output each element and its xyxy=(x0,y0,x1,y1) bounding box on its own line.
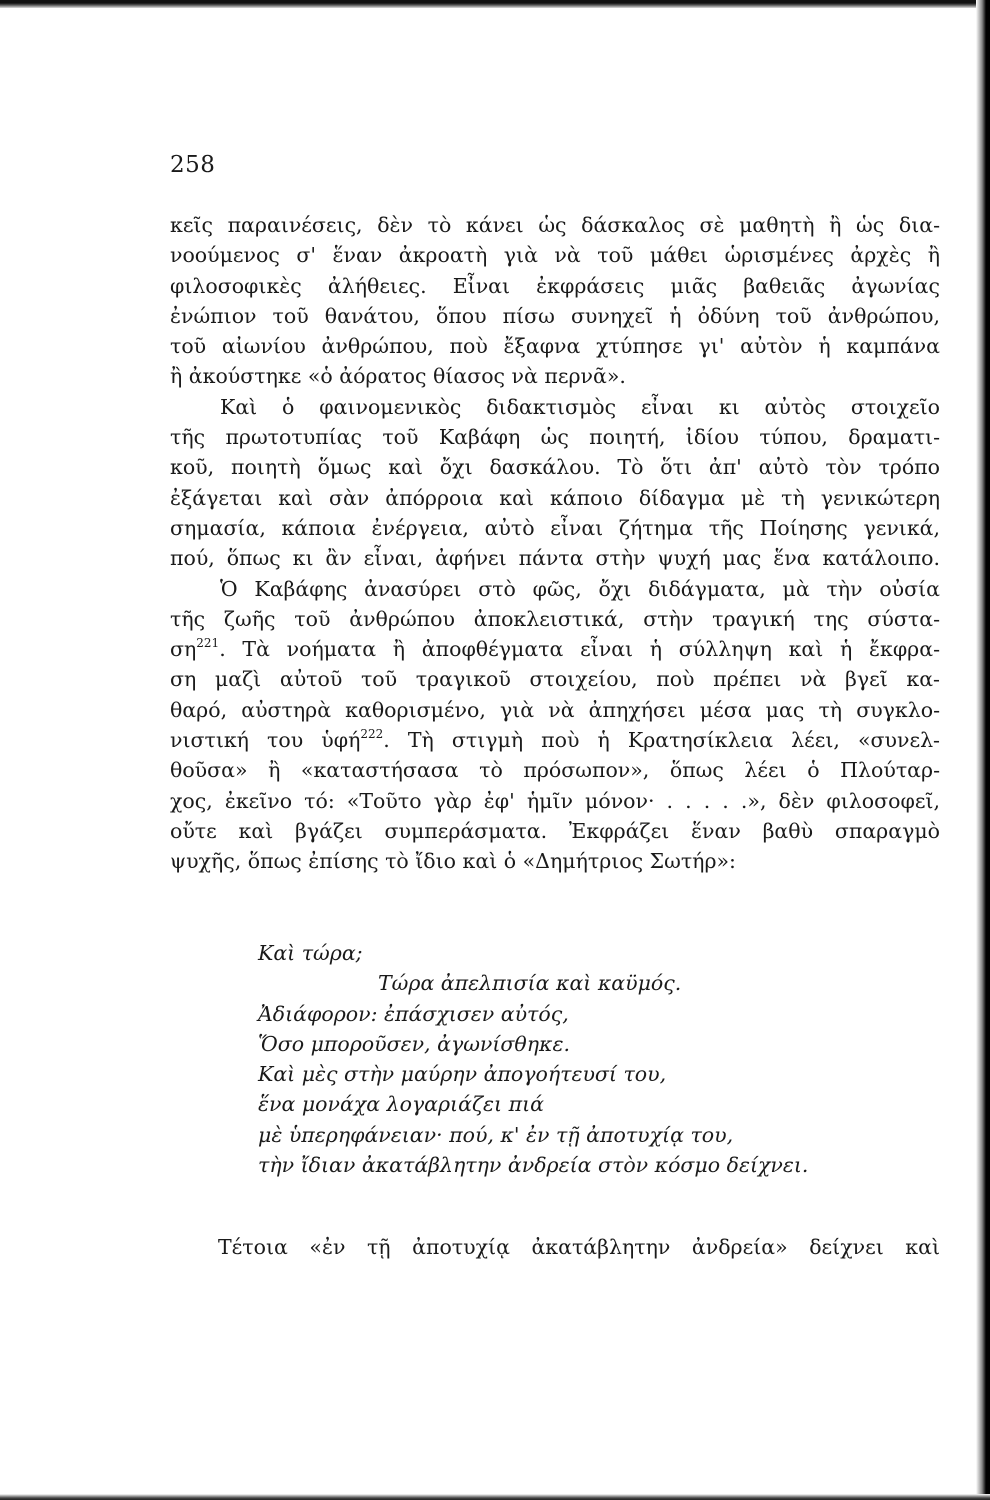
text-line: πού, ὅπως κι ἂν εἶναι, ἀφήνει πάντα στὴν ψυχή μας ἕνα κατάλοιπο. xyxy=(170,546,940,571)
text-line: Τέτοια «ἐν τῇ ἀποτυχίᾳ ἀκατάβλητην ἀνδρεία» δείχνει καὶ xyxy=(218,1235,940,1259)
text-line: χος, ἐκεῖνο τό: «Τοῦτο γὰρ ἐφ' ἡμῖν μόνον· . . . . .», δὲν φιλοσοφεῖ, xyxy=(170,788,940,813)
page-number: 258 xyxy=(170,152,216,178)
poem-line: Ἀδιάφορον: ἐπάσχισεν αὐτός, xyxy=(258,1001,569,1026)
poem-line: Ὅσο μποροῦσεν, ἀγωνίσθηκε. xyxy=(258,1031,570,1056)
text-line: κεῖς παραινέσεις, δὲν τὸ κάνει ὡς δάσκαλος σὲ μαθητὴ ἢ ὡς δια- xyxy=(170,213,940,237)
body-text xyxy=(170,210,940,877)
poem-line: Τώρα ἀπελπισία καὶ καϋμός. xyxy=(378,971,682,996)
text-line: κοῦ, ποιητὴ ὅμως καὶ ὄχι δασκάλου. Τὸ ὅτι ἀπ' αὐτὸ τὸν τρόπο xyxy=(170,455,940,480)
text-fragment: νιστική του ὑφή xyxy=(170,728,361,753)
text-line xyxy=(170,725,940,755)
scan-top-edge xyxy=(0,0,990,8)
text-line: Καὶ ὁ φαινομενικὸς διδακτισμὸς εἶναι κι αὐτὸς στοιχεῖο xyxy=(220,394,940,419)
text-fragment: ση xyxy=(170,637,197,662)
poem-line: Καὶ μὲς στὴν μαύρην ἀπογοήτευσί του, xyxy=(258,1062,667,1087)
poem-line: Καὶ τώρα; xyxy=(258,941,363,965)
text-line: νοούμενος σ' ἕναν ἀκροατὴ γιὰ νὰ τοῦ μάθει ὡρισμένες ἀρχὲς ἢ xyxy=(170,243,940,268)
poem-quote xyxy=(258,938,938,1180)
scan-bottom-edge xyxy=(0,1494,990,1500)
text-line: Ὁ Καβάφης ἀνασύρει στὸ φῶς, ὄχι διδάγματα, μὰ τὴν οὐσία xyxy=(220,576,940,601)
text-line: τῆς ζωῆς τοῦ ἀνθρώπου ἀποκλειστικά, στὴν τραγική της σύστα- xyxy=(170,606,940,631)
text-line: οὔτε καὶ βγάζει συμπεράσματα. Ἐκφράζει ἕναν βαθὺ σπαραγμὸ xyxy=(170,818,940,843)
text-line: φιλοσοφικὲς ἀλήθειες. Εἶναι ἐκφράσεις μιᾶς βαθειᾶς ἀγωνίας xyxy=(170,273,940,298)
text-line: σημασία, κάποια ἐνέργεια, αὐτὸ εἶναι ζήτημα τῆς Ποίησης γενικά, xyxy=(170,515,940,540)
paragraph-1 xyxy=(170,210,940,392)
poem-line: μὲ ὑπερηφάνειαν· πού, κ' ἐν τῇ ἀποτυχίᾳ του, xyxy=(258,1122,734,1147)
text-fragment: . Τὰ νοήματα ἢ ἀποφθέγματα εἶναι ἡ σύλληψη καὶ ἡ ἔκφρα- xyxy=(219,637,940,662)
text-line: ἐξάγεται καὶ σὰν ἀπόρροια καὶ κάποιο δίδαγμα μὲ τὴ γενικώτερη xyxy=(170,485,940,510)
poem-line: τὴν ἴδιαν ἀκατάβλητην ἀνδρεία στὸν κόσμο δείχνει. xyxy=(258,1153,809,1178)
text-line: ἐνώπιον τοῦ θανάτου, ὅπου πίσω συνηχεῖ ἡ ὀδύνη τοῦ ἀνθρώπου, xyxy=(170,303,940,328)
text-line xyxy=(170,634,940,664)
scan-right-edge xyxy=(976,0,990,1500)
text-line: ση μαζὶ αὐτοῦ τοῦ τραγικοῦ στοιχείου, ποὺ πρέπει νὰ βγεῖ κα- xyxy=(170,667,940,692)
text-line: τῆς πρωτοτυπίας τοῦ Καβάφη ὡς ποιητή, ἰδίου τύπου, δραματι- xyxy=(170,425,940,450)
poem-line: ἕνα μονάχα λογαριάζει πιά xyxy=(258,1092,544,1117)
text-line: τοῦ αἰωνίου ἀνθρώπου, ποὺ ἔξαφνα χτύπησε γι' αὐτὸν ἡ καμπάνα xyxy=(170,334,940,359)
text-line: ἢ ἀκούστηκε «ὁ ἀόρατος θίασος νὰ περνᾶ». xyxy=(170,364,626,389)
footnote-marker: 221 xyxy=(196,636,220,651)
paragraph-2 xyxy=(170,392,940,574)
text-line: θοῦσα» ἢ «καταστήσασα τὸ πρόσωπον», ὅπως λέει ὁ Πλούταρ- xyxy=(170,758,940,783)
text-line: θαρό, αὐστηρὰ καθορισμένο, γιὰ νὰ ἀπηχήσει μέσα μας τὴ συγκλο- xyxy=(170,697,940,722)
text-line: ψυχῆς, ὅπως ἐπίσης τὸ ἴδιο καὶ ὁ «Δημήτριος Σωτήρ»: xyxy=(170,849,736,874)
closing-paragraph xyxy=(218,1232,940,1262)
text-fragment: . Τὴ στιγμὴ ποὺ ἡ Κρατησίκλεια λέει, «συνελ- xyxy=(383,728,940,753)
paragraph-3 xyxy=(170,574,940,877)
footnote-marker: 222 xyxy=(360,727,384,742)
